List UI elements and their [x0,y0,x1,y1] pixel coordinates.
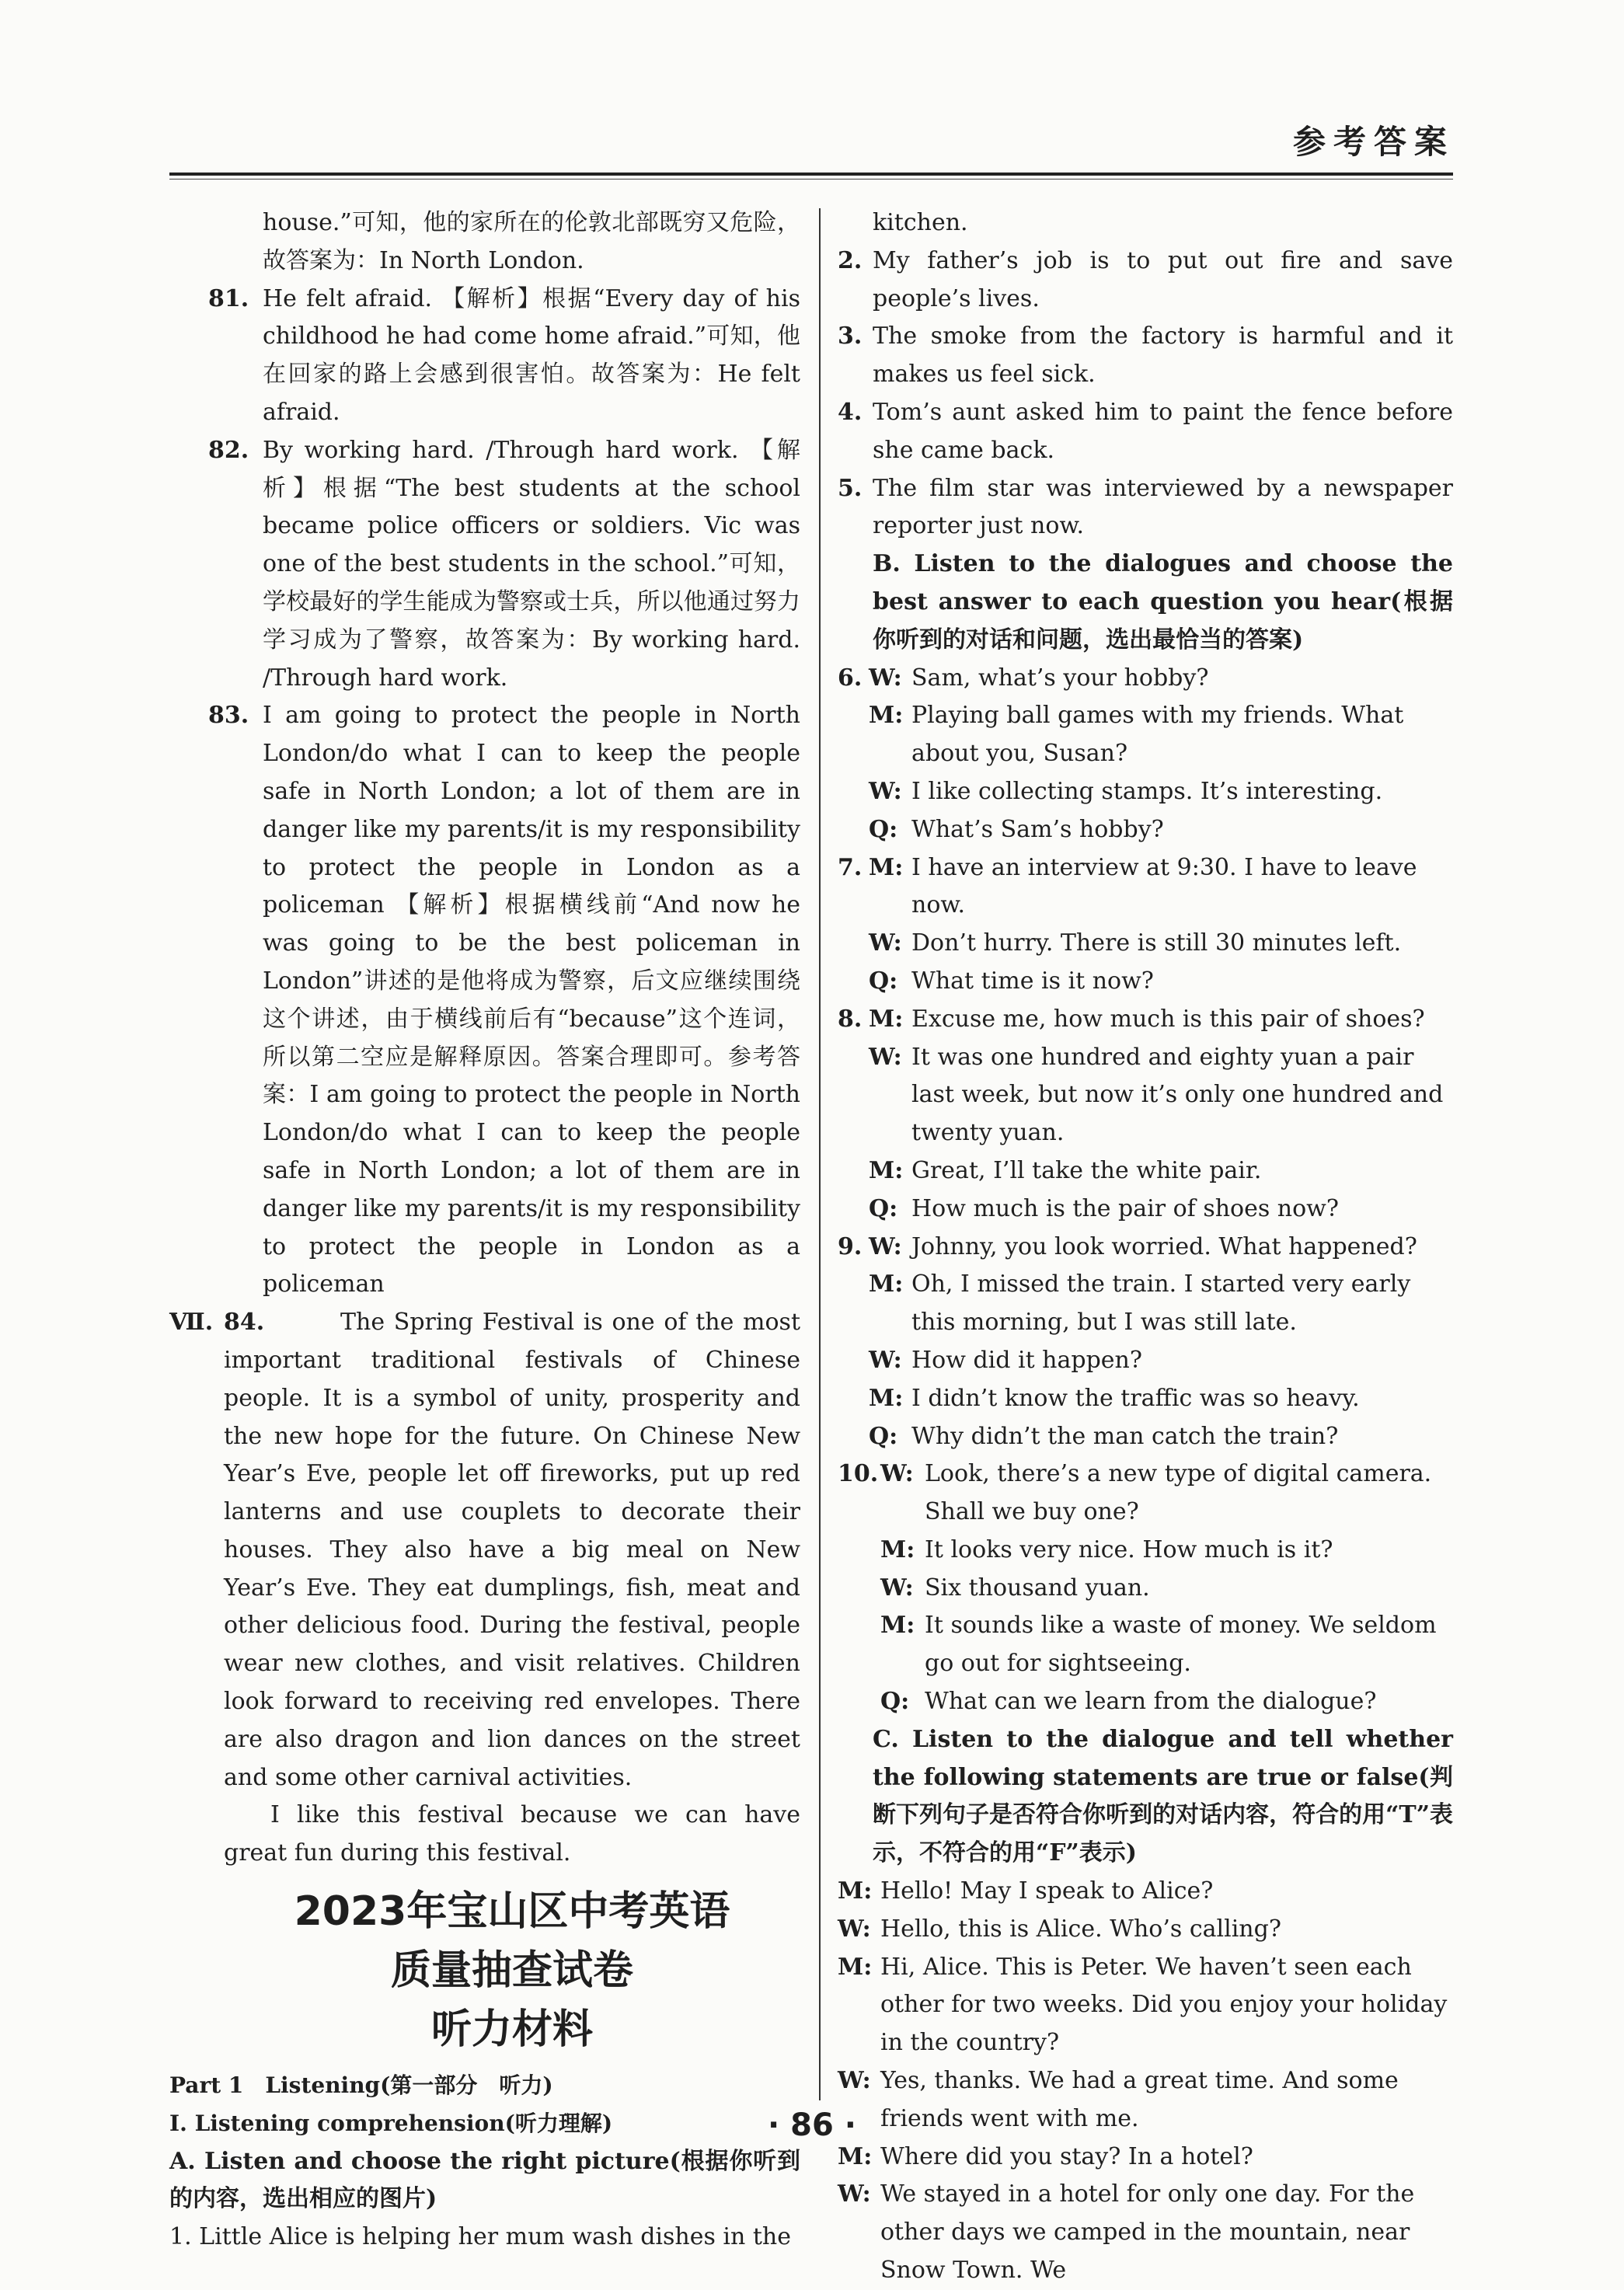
dialogue-line [838,1380,1453,1418]
question-5 [838,470,1453,546]
dialogue-line [838,1683,1453,1721]
page-header-title: 参考答案 [1292,123,1455,161]
line-text: It looks very nice. How much is it? [925,1535,1333,1563]
essay-84 [169,1304,800,1873]
speaker: W: [869,929,902,957]
line-text: Hi, Alice. This is Peter. We haven’t seen each other for two weeks. Did you enjoy your holiday in the country? [880,1953,1448,2057]
line-text: I didn’t know the traffic was so heavy. [911,1384,1360,1412]
line-text: I have an interview at 9:30. I have to leave now. [911,853,1417,919]
speaker: W: [869,1043,902,1071]
dialogue-line [838,1342,1453,1380]
question-1: 1. Little Alice is helping her mum wash dishes in the [169,2223,791,2251]
dialogue-line [838,1570,1453,1608]
question-number: 6. [838,664,863,692]
section-title [169,1882,800,2059]
speaker: M: [869,1156,904,1184]
dialogue-line [838,773,1453,811]
section-title-line-3: 听力材料 [430,2006,593,2054]
speaker: W: [869,777,902,805]
dialogue-9 [838,1229,1453,1456]
dialogue-line [838,697,1453,773]
speaker: M: [880,1612,915,1640]
dialogue-line [838,1455,1453,1532]
dialogue-line [838,1532,1453,1570]
dialogue-line [838,811,1453,849]
speaker: W: [838,2067,871,2095]
question-number: 10. [838,1460,879,1488]
speaker: Q: [869,1422,898,1450]
line-text: Great, I’ll take the white pair. [911,1156,1262,1184]
dialogue-line [838,1152,1453,1190]
header-rule-thick [169,173,1453,176]
line-text: Yes, thanks. We had a great time. And some friends went with me. [880,2067,1399,2132]
line-text: What’s Sam’s hobby? [911,815,1164,843]
line-text: Playing ball games with my friends. What about you, Susan? [911,702,1404,768]
line-text: Excuse me, how much is this pair of shoes? [911,1005,1425,1033]
right-column [838,204,1453,2290]
answer-83 [169,697,800,1304]
speaker: M: [838,1953,873,1981]
answer-number: 83. [208,702,249,730]
speaker: W: [838,1915,871,1943]
speaker: M: [869,1384,904,1412]
left-column [169,204,800,2257]
dialogue-line [838,1873,1453,1911]
question-number: 4. [838,398,863,426]
question-3 [838,318,1453,394]
line-text: Hello! May I speak to Alice? [880,1877,1214,1905]
dialogue-7 [838,849,1453,1001]
dialogue-line [838,1001,1453,1039]
line-text: Why didn’t the man catch the train? [911,1422,1339,1450]
dialogue-line [838,2176,1453,2289]
dialogue-line [838,1418,1453,1456]
speaker: Q: [869,1194,898,1222]
dialogue-line [838,1911,1453,1949]
line-text: Sam, what’s your hobby? [911,664,1209,692]
speaker: W: [880,1574,914,1602]
answer-text: I am going to protect the people in North London/do what I can to keep the people safe in North London; a lot of them are in danger like my parents/it is my responsibility to protect the people in London as a policeman 【解析】根据横线前“And now he was going to be the best policeman in London”讲述的是他将成为警察，后文应继续围绕这个讲述，由于横线前后有“because”这个连词，所以第二空应是解释原因。答案合理即可。参考答案：I am going to protect the people in North London/do what I can to keep the people safe in North London; a lot of them are in danger like my parents/it is my responsibility to protect the people in London as a policeman [263,702,800,1298]
dialogue-10 [838,1455,1453,1721]
dialogue-c [838,1873,1453,2290]
question-number: 3. [838,322,863,350]
question-text: The smoke from the factory is harmful and it makes us feel sick. [873,322,1453,389]
section-title-line-1: 2023年宝山区中考英语 [294,1888,730,1936]
answer-number: 81. [208,284,249,312]
section-a-instruction: A. Listen and choose the right picture(根据你听到的内容，选出相应的图片) [169,2147,800,2213]
continued-question: kitchen. [873,209,968,236]
dialogue-8 [838,1001,1453,1229]
dialogue-line [838,849,1453,925]
speaker: W: [838,2180,871,2208]
question-text: My father’s job is to put out fire and save people’s lives. [873,246,1453,312]
line-text: Where did you stay? In a hotel? [880,2142,1253,2170]
speaker: M: [880,1535,915,1563]
question-2 [838,242,1453,319]
dialogue-line [838,925,1453,963]
line-text: It was one hundred and eighty yuan a pair last week, but now it’s only one hundred and twenty yuan. [911,1043,1444,1147]
question-number: 7. [838,853,863,881]
essay-paragraph-2: I like this festival because we can have great fun during this festival. [224,1801,800,1867]
section-roman-numeral: Ⅶ. [169,1309,214,1337]
question-text: Tom’s aunt asked him to paint the fence before she came back. [873,398,1453,464]
dialogue-line [838,1607,1453,1683]
line-text: What can we learn from the dialogue? [925,1688,1377,1716]
dialogue-6 [838,660,1453,849]
answer-text: He felt afraid. 【解析】根据“Every day of his childhood he had come home afraid.”可知，他在回家的路上会感到很害怕。故答案为：He felt afraid. [263,284,800,426]
speaker: M: [838,1877,873,1905]
question-number: 9. [838,1232,863,1260]
question-text: The film star was interviewed by a newspaper reporter just now. [873,474,1453,540]
speaker: M: [869,702,904,730]
answer-number: 82. [208,436,249,464]
line-text: Look, there’s a new type of digital camera. Shall we buy one? [925,1460,1432,1526]
question-number: 2. [838,246,863,274]
speaker: Q: [869,815,898,843]
essay-number: 84. [224,1309,265,1337]
section-b-instruction: B. Listen to the dialogues and choose the best answer to each question you hear(根据你听到的对话和问题，选出最恰当的答案) [873,550,1453,654]
line-text: Oh, I missed the train. I started very early this morning, but I was still late. [911,1270,1411,1337]
answer-text: By working hard. /Through hard work. 【解析】根据“The best students at the school became police officers or soldiers. Vic was one of the best students in the school.”可知，学校最好的学生能成为警察或士兵，所以他通过努力学习成为了警察，故答案为：By working hard. /Through hard work. [263,436,800,692]
listening-comprehension-heading: Ⅰ. Listening comprehension(听力理解) [169,2110,613,2136]
speaker: M: [869,1005,904,1033]
section-title-line-2: 质量抽查试卷 [390,1947,633,1995]
answer-82 [169,432,800,698]
line-text: Six thousand yuan. [925,1574,1150,1602]
speaker: W: [869,1346,902,1374]
continued-answer: house.”可知，他的家所在的伦敦北部既穷又危险，故答案为：In North London. [263,209,800,274]
speaker: Q: [869,967,898,995]
dialogue-line [838,1039,1453,1152]
speaker: W: [869,1232,902,1260]
speaker: Q: [880,1688,910,1716]
question-number: 5. [838,474,863,502]
speaker: M: [869,1270,904,1298]
essay-paragraph-1: The Spring Festival is one of the most important traditional festivals of Chinese people. It is a symbol of unity, prosperity and the new hope for the future. On Chinese New Year’s Eve, people let off fireworks, put up red lanterns and use couplets to decorate their houses. They also have a big meal on New Year’s Eve. They eat dumplings, fish, meat and other delicious food. During the festival, people wear new clothes, and visit relatives. Children look forward to receiving red envelopes. There are also dragon and lion dances on the street and some other carnival activities. [224,1309,800,1791]
header-rule-thin [169,179,1453,180]
question-4 [838,394,1453,470]
line-text: Don’t hurry. There is still 30 minutes left. [911,929,1402,957]
page-number: · 86 · [768,2107,856,2143]
line-text: How did it happen? [911,1346,1142,1374]
line-text: I like collecting stamps. It’s interesting. [911,777,1383,805]
part-1-heading: Part 1 Listening(第一部分 听力) [169,2072,553,2099]
line-text: Hello, this is Alice. Who’s calling? [880,1915,1281,1943]
column-divider [819,208,821,2100]
line-text: It sounds like a waste of money. We seldom go out for sightseeing. [925,1612,1437,1678]
dialogue-line [838,1266,1453,1342]
line-text: Johnny, you look worried. What happened? [911,1232,1417,1260]
line-text: We stayed in a hotel for only one day. For the other days we camped in the mountain, near Snow Town. We [880,2180,1415,2285]
line-text: What time is it now? [911,967,1154,995]
dialogue-line [838,660,1453,698]
dialogue-line [838,2138,1453,2177]
line-text: How much is the pair of shoes now? [911,1194,1339,1222]
question-number: 8. [838,1005,863,1033]
speaker: M: [869,853,904,881]
speaker: W: [869,664,902,692]
speaker: M: [838,2142,873,2170]
answer-81 [169,281,800,432]
dialogue-line [838,1949,1453,2062]
dialogue-line [838,963,1453,1001]
speaker: W: [880,1460,914,1488]
dialogue-line [838,1229,1453,1267]
dialogue-line [838,1190,1453,1229]
section-c-instruction: C. Listen to the dialogue and tell whether the following statements are true or false(判断下列句子是否符合你听到的对话内容，符合的用“T”表示，不符合的用“F”表示) [873,1725,1453,1867]
